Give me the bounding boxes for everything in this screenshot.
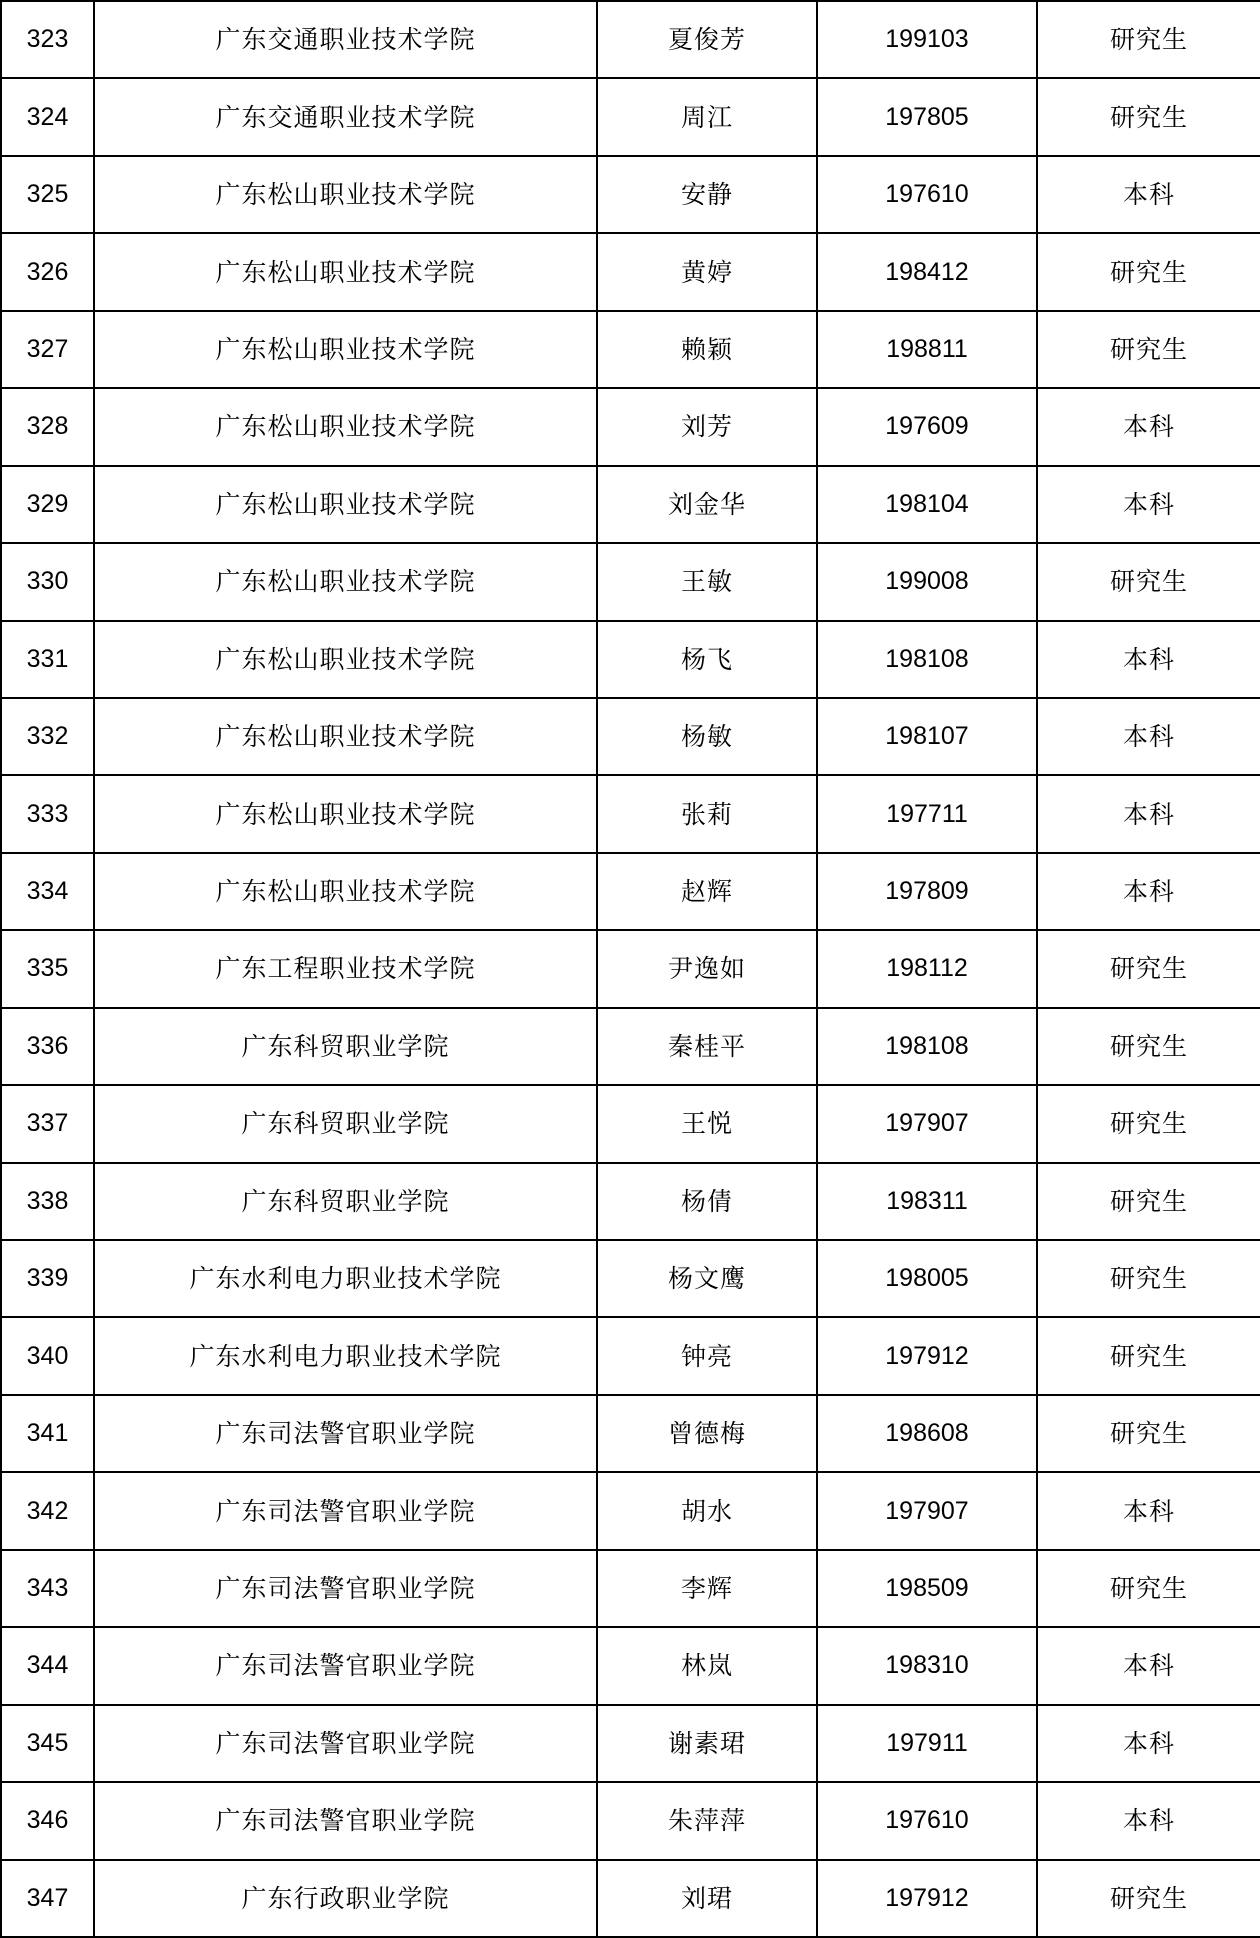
school-cell: 广东司法警官职业学院 <box>94 1705 597 1782</box>
birth-date-cell: 198311 <box>817 1163 1037 1240</box>
education-cell: 研究生 <box>1037 1550 1260 1627</box>
table-row <box>1 621 1260 698</box>
person-name-cell: 杨文鹰 <box>597 1240 817 1317</box>
birth-date-cell: 198811 <box>817 311 1037 388</box>
row-index-cell: 335 <box>1 930 94 1007</box>
education-cell: 研究生 <box>1037 1163 1260 1240</box>
table-row <box>1 78 1260 155</box>
person-name-cell: 杨倩 <box>597 1163 817 1240</box>
school-cell: 广东松山职业技术学院 <box>94 543 597 620</box>
row-index-cell: 324 <box>1 78 94 155</box>
education-cell: 研究生 <box>1037 930 1260 1007</box>
school-cell: 广东松山职业技术学院 <box>94 466 597 543</box>
row-index-cell: 344 <box>1 1627 94 1704</box>
person-name-cell: 曾德梅 <box>597 1395 817 1472</box>
person-name-cell: 朱萍萍 <box>597 1782 817 1859</box>
table-row <box>1 1008 1260 1085</box>
table-row <box>1 1627 1260 1704</box>
row-index-cell: 327 <box>1 311 94 388</box>
row-index-cell: 325 <box>1 156 94 233</box>
school-cell: 广东松山职业技术学院 <box>94 775 597 852</box>
table-row <box>1 698 1260 775</box>
row-index-cell: 345 <box>1 1705 94 1782</box>
birth-date-cell: 197610 <box>817 156 1037 233</box>
person-name-cell: 尹逸如 <box>597 930 817 1007</box>
row-index-cell: 333 <box>1 775 94 852</box>
education-cell: 研究生 <box>1037 1395 1260 1472</box>
school-cell: 广东松山职业技术学院 <box>94 388 597 465</box>
person-name-cell: 秦桂平 <box>597 1008 817 1085</box>
education-cell: 研究生 <box>1037 233 1260 310</box>
person-name-cell: 周江 <box>597 78 817 155</box>
education-cell: 本科 <box>1037 775 1260 852</box>
birth-date-cell: 198104 <box>817 466 1037 543</box>
education-cell: 研究生 <box>1037 1008 1260 1085</box>
school-cell: 广东交通职业技术学院 <box>94 1 597 78</box>
table-row <box>1 156 1260 233</box>
table-row <box>1 543 1260 620</box>
school-cell: 广东行政职业学院 <box>94 1860 597 1938</box>
education-cell: 研究生 <box>1037 543 1260 620</box>
row-index-cell: 336 <box>1 1008 94 1085</box>
table-row <box>1 1472 1260 1549</box>
row-index-cell: 342 <box>1 1472 94 1549</box>
person-name-cell: 刘珺 <box>597 1860 817 1938</box>
person-name-cell: 王敏 <box>597 543 817 620</box>
school-cell: 广东司法警官职业学院 <box>94 1395 597 1472</box>
education-cell: 本科 <box>1037 621 1260 698</box>
birth-date-cell: 199103 <box>817 1 1037 78</box>
school-cell: 广东交通职业技术学院 <box>94 78 597 155</box>
table-row <box>1 853 1260 930</box>
school-cell: 广东松山职业技术学院 <box>94 698 597 775</box>
education-cell: 本科 <box>1037 1705 1260 1782</box>
school-cell: 广东司法警官职业学院 <box>94 1472 597 1549</box>
birth-date-cell: 198108 <box>817 621 1037 698</box>
table-row <box>1 1860 1260 1938</box>
birth-date-cell: 197912 <box>817 1317 1037 1394</box>
person-name-cell: 赵辉 <box>597 853 817 930</box>
row-index-cell: 323 <box>1 1 94 78</box>
education-cell: 本科 <box>1037 466 1260 543</box>
education-cell: 本科 <box>1037 698 1260 775</box>
school-cell: 广东科贸职业学院 <box>94 1008 597 1085</box>
education-cell: 研究生 <box>1037 311 1260 388</box>
table-row <box>1 1550 1260 1627</box>
table-row <box>1 388 1260 465</box>
person-name-cell: 张莉 <box>597 775 817 852</box>
birth-date-cell: 197809 <box>817 853 1037 930</box>
education-cell: 本科 <box>1037 1782 1260 1859</box>
roster-body <box>1 1 1260 1937</box>
person-name-cell: 王悦 <box>597 1085 817 1162</box>
row-index-cell: 337 <box>1 1085 94 1162</box>
birth-date-cell: 198509 <box>817 1550 1037 1627</box>
education-cell: 本科 <box>1037 156 1260 233</box>
row-index-cell: 343 <box>1 1550 94 1627</box>
table-row <box>1 1240 1260 1317</box>
person-name-cell: 刘芳 <box>597 388 817 465</box>
row-index-cell: 341 <box>1 1395 94 1472</box>
education-cell: 研究生 <box>1037 1 1260 78</box>
table-row <box>1 1 1260 78</box>
table-row <box>1 1395 1260 1472</box>
table-row <box>1 1085 1260 1162</box>
education-cell: 研究生 <box>1037 1240 1260 1317</box>
row-index-cell: 329 <box>1 466 94 543</box>
school-cell: 广东松山职业技术学院 <box>94 311 597 388</box>
school-cell: 广东松山职业技术学院 <box>94 853 597 930</box>
birth-date-cell: 198108 <box>817 1008 1037 1085</box>
school-cell: 广东松山职业技术学院 <box>94 156 597 233</box>
school-cell: 广东科贸职业学院 <box>94 1085 597 1162</box>
birth-date-cell: 198310 <box>817 1627 1037 1704</box>
table-row <box>1 775 1260 852</box>
person-name-cell: 赖颖 <box>597 311 817 388</box>
birth-date-cell: 197907 <box>817 1085 1037 1162</box>
birth-date-cell: 198412 <box>817 233 1037 310</box>
person-name-cell: 李辉 <box>597 1550 817 1627</box>
table-row <box>1 1782 1260 1859</box>
education-cell: 研究生 <box>1037 1085 1260 1162</box>
school-cell: 广东水利电力职业技术学院 <box>94 1317 597 1394</box>
education-cell: 研究生 <box>1037 1317 1260 1394</box>
birth-date-cell: 197609 <box>817 388 1037 465</box>
birth-date-cell: 197805 <box>817 78 1037 155</box>
birth-date-cell: 197711 <box>817 775 1037 852</box>
person-name-cell: 夏俊芳 <box>597 1 817 78</box>
education-cell: 本科 <box>1037 853 1260 930</box>
birth-date-cell: 198112 <box>817 930 1037 1007</box>
person-name-cell: 杨敏 <box>597 698 817 775</box>
school-cell: 广东工程职业技术学院 <box>94 930 597 1007</box>
person-name-cell: 黄婷 <box>597 233 817 310</box>
school-cell: 广东司法警官职业学院 <box>94 1782 597 1859</box>
person-name-cell: 谢素珺 <box>597 1705 817 1782</box>
education-cell: 本科 <box>1037 1472 1260 1549</box>
school-cell: 广东松山职业技术学院 <box>94 621 597 698</box>
education-cell: 本科 <box>1037 1627 1260 1704</box>
row-index-cell: 338 <box>1 1163 94 1240</box>
table-row <box>1 311 1260 388</box>
table-row <box>1 1317 1260 1394</box>
person-name-cell: 胡水 <box>597 1472 817 1549</box>
person-name-cell: 杨飞 <box>597 621 817 698</box>
birth-date-cell: 198005 <box>817 1240 1037 1317</box>
table-row <box>1 1705 1260 1782</box>
row-index-cell: 328 <box>1 388 94 465</box>
row-index-cell: 340 <box>1 1317 94 1394</box>
row-index-cell: 331 <box>1 621 94 698</box>
birth-date-cell: 197610 <box>817 1782 1037 1859</box>
person-name-cell: 林岚 <box>597 1627 817 1704</box>
education-cell: 研究生 <box>1037 78 1260 155</box>
person-name-cell: 刘金华 <box>597 466 817 543</box>
row-index-cell: 330 <box>1 543 94 620</box>
table-row <box>1 233 1260 310</box>
row-index-cell: 339 <box>1 1240 94 1317</box>
table-row <box>1 930 1260 1007</box>
birth-date-cell: 198608 <box>817 1395 1037 1472</box>
school-cell: 广东科贸职业学院 <box>94 1163 597 1240</box>
table-row <box>1 466 1260 543</box>
row-index-cell: 332 <box>1 698 94 775</box>
school-cell: 广东司法警官职业学院 <box>94 1627 597 1704</box>
school-cell: 广东水利电力职业技术学院 <box>94 1240 597 1317</box>
birth-date-cell: 197911 <box>817 1705 1037 1782</box>
education-cell: 研究生 <box>1037 1860 1260 1938</box>
person-name-cell: 钟亮 <box>597 1317 817 1394</box>
birth-date-cell: 198107 <box>817 698 1037 775</box>
person-name-cell: 安静 <box>597 156 817 233</box>
table-row <box>1 1163 1260 1240</box>
row-index-cell: 347 <box>1 1860 94 1938</box>
school-cell: 广东松山职业技术学院 <box>94 233 597 310</box>
birth-date-cell: 199008 <box>817 543 1037 620</box>
school-cell: 广东司法警官职业学院 <box>94 1550 597 1627</box>
row-index-cell: 346 <box>1 1782 94 1859</box>
education-cell: 本科 <box>1037 388 1260 465</box>
row-index-cell: 334 <box>1 853 94 930</box>
birth-date-cell: 197912 <box>817 1860 1037 1938</box>
row-index-cell: 326 <box>1 233 94 310</box>
birth-date-cell: 197907 <box>817 1472 1037 1549</box>
